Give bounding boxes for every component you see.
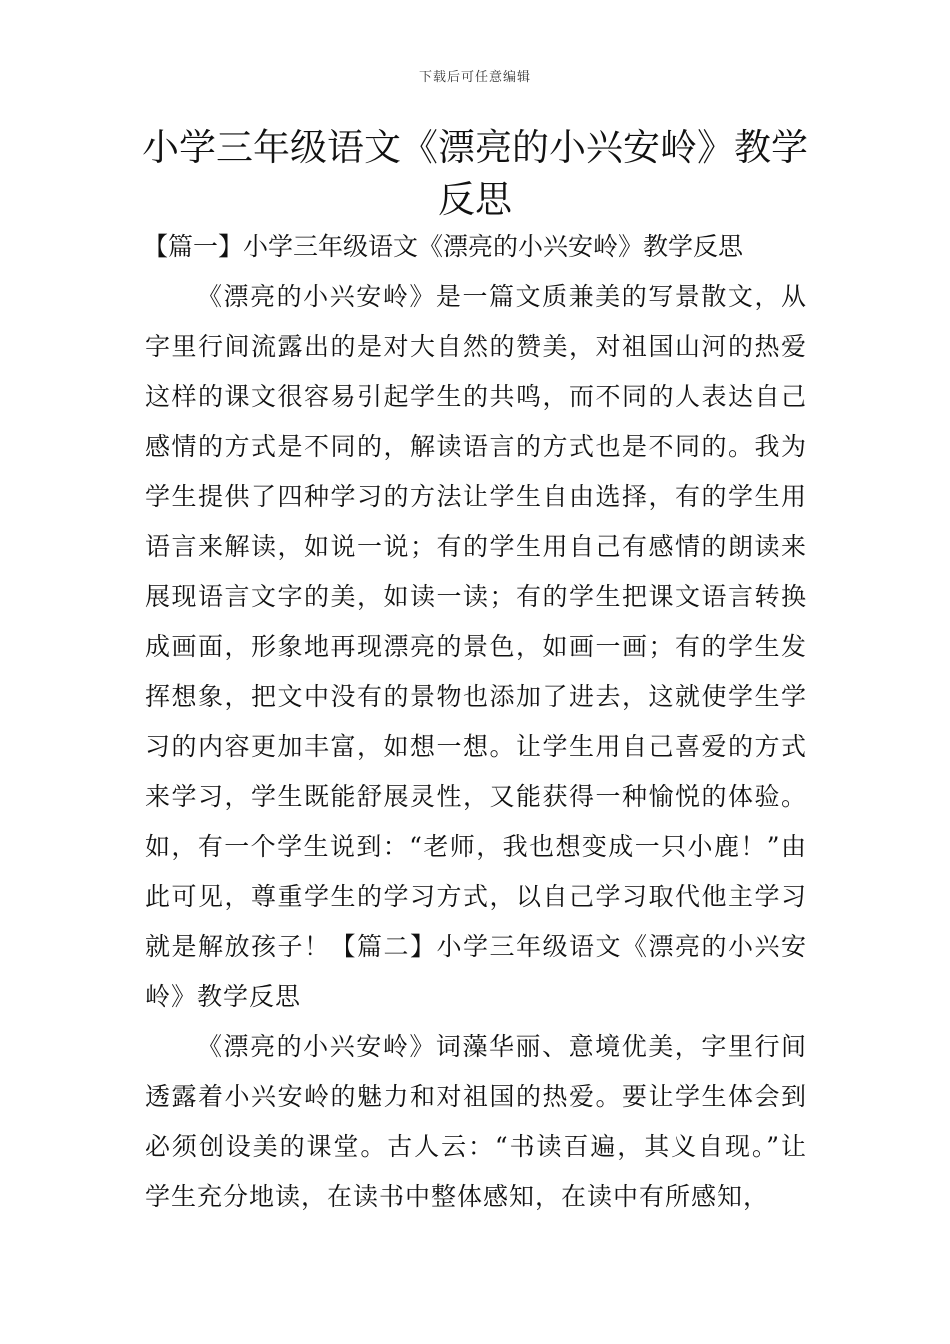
document-body bbox=[145, 222, 807, 1222]
document-title: 小学三年级语文《漂亮的小兴安岭》教学反思 bbox=[142, 126, 808, 221]
paragraph-2: 《漂亮的小兴安岭》词藻华丽、意境优美，字里行间透露着小兴安岭的魅力和对祖国的热爱。要让学生体会到必须创设美的课堂。古人云：“书读百遍，其义自现。”让学生充分地读，在读书中整体感知，在读中有所感知， bbox=[145, 1032, 807, 1211]
section-heading-1: 【篇一】小学三年级语文《漂亮的小兴安岭》教学反思 bbox=[143, 232, 744, 261]
paragraph-1: 《漂亮的小兴安岭》是一篇文质兼美的写景散文，从字里行间流露出的是对大自然的赞美，对祖国山河的热爱这样的课文很容易引起学生的共鸣，而不同的人表达自己感情的方式是不同的，解读语言的方式也是不同的。我为学生提供了四种学习的方法让学生自由选择，有的学生用语言来解读，如说一说；有的学生用自己有感情的朗读来展现语言文字的美，如读一读；有的学生把课文语言转换成画面，形象地再现漂亮的景色，如画一画；有的学生发挥想象，把文中没有的景物也添加了进去，这就使学生学习的内容更加丰富，如想一想。让学生用自己喜爱的方式来学习，学生既能舒展灵性，又能获得一种愉悦的体验。如，有一个学生说到：“老师，我也想变成一只小鹿！”由此可见，尊重学生的学习方式，以自己学习取代他主学习就是解放孩子！【篇二】小学三年级语文《漂亮的小兴安岭》教学反思 bbox=[145, 282, 807, 1011]
header-note: 下载后可任意编辑 bbox=[418, 70, 531, 85]
